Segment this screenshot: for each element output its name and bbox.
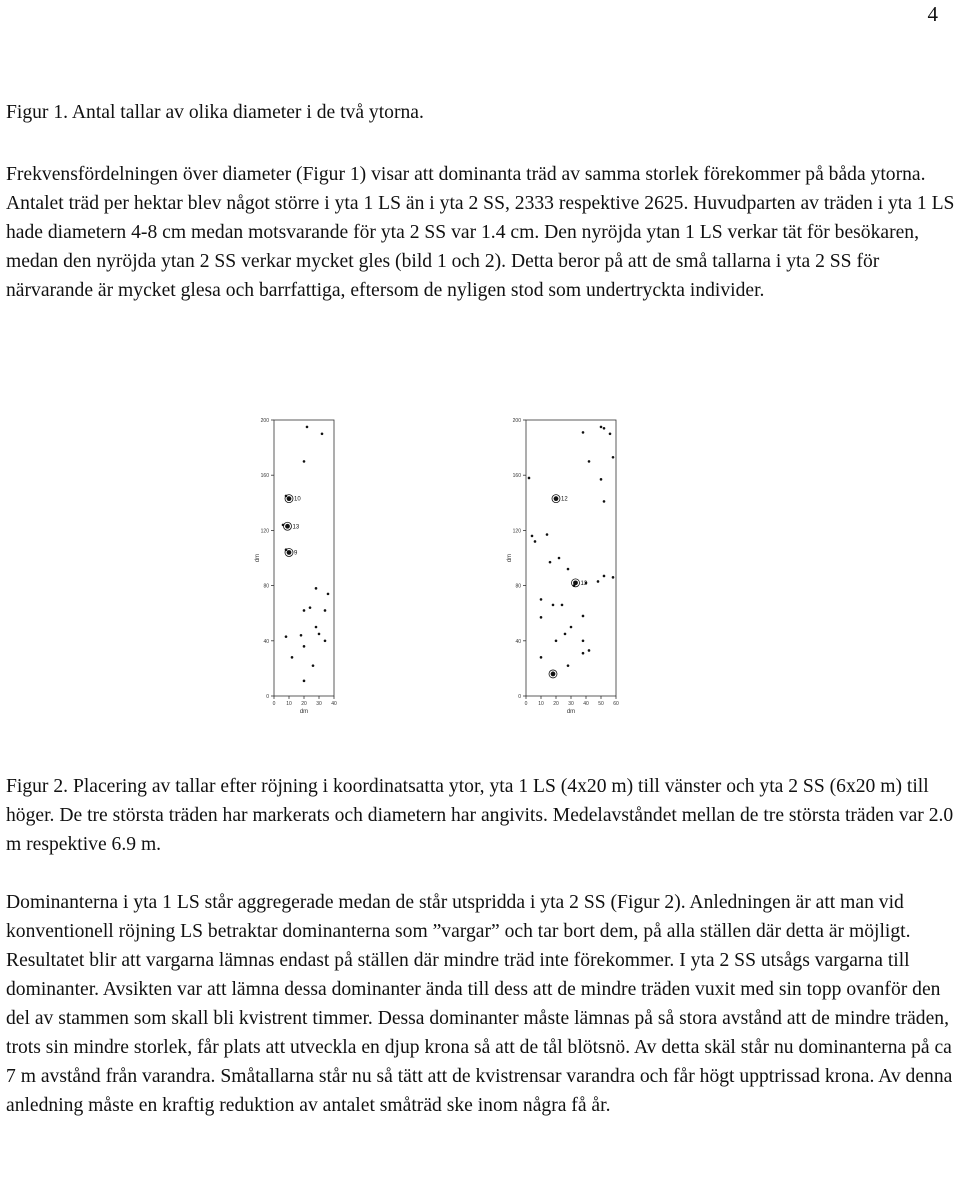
plot-frame [526, 420, 616, 696]
y-tick-label: 0 [266, 694, 269, 700]
x-tick-label: 10 [538, 701, 544, 707]
tree-point [582, 615, 585, 618]
tree-point [303, 609, 306, 612]
tree-point [588, 649, 591, 652]
tree-point [567, 664, 570, 667]
page-number: 4 [927, 2, 938, 26]
tree-point [603, 427, 606, 430]
y-tick-label: 40 [263, 638, 269, 645]
plot-yta-2-ss [500, 412, 630, 722]
x-tick-label: 0 [524, 701, 528, 707]
tree-point [309, 606, 312, 609]
tree-point [582, 431, 585, 434]
y-tick-label: 160 [260, 473, 269, 480]
tree-point [582, 652, 585, 655]
tree-point [285, 635, 288, 638]
y-tick-label: 160 [512, 473, 521, 480]
tree-point [315, 587, 318, 590]
tree-point [597, 580, 600, 583]
tree-point [540, 656, 543, 659]
tree-point [531, 535, 534, 538]
x-tick-label: 40 [331, 701, 337, 707]
tree-point [603, 575, 606, 578]
y-tick-label: 120 [260, 528, 269, 535]
tree-point [555, 640, 558, 643]
dominant-tree-point [287, 496, 292, 501]
tree-point [600, 426, 603, 429]
tree-point [324, 609, 327, 612]
x-tick-label: 30 [316, 701, 322, 707]
tree-point [312, 664, 315, 667]
tree-point [549, 561, 552, 564]
tree-point [540, 598, 543, 601]
dominant-tree-point [551, 672, 556, 677]
tree-point [327, 593, 330, 596]
y-tick-label: 40 [515, 638, 521, 645]
tree-point [609, 433, 612, 436]
x-tick-label: 60 [613, 701, 619, 707]
y-tick-label: 120 [512, 528, 521, 535]
x-tick-label: 40 [583, 701, 589, 707]
x-axis-label: dm [566, 709, 576, 715]
tree-point [564, 633, 567, 636]
tree-point [600, 478, 603, 481]
x-tick-label: 30 [568, 701, 574, 707]
tree-point [570, 626, 573, 629]
y-tick-label: 0 [518, 694, 521, 700]
dominant-diameter-label: 13 [292, 524, 300, 531]
tree-point [612, 456, 615, 459]
tree-point [603, 500, 606, 503]
x-tick-label: 20 [553, 701, 559, 707]
tree-point [546, 533, 549, 536]
tree-point [318, 633, 321, 636]
tree-point [582, 640, 585, 643]
tree-point [561, 604, 564, 607]
y-tick-label: 200 [512, 418, 521, 424]
tree-point [588, 460, 591, 463]
x-tick-label: 50 [598, 701, 604, 707]
dominant-tree-point [285, 524, 290, 529]
tree-point [303, 645, 306, 648]
x-tick-label: 20 [301, 701, 307, 707]
tree-point [306, 426, 309, 429]
tree-point [540, 616, 543, 619]
dominant-tree-point [554, 496, 559, 501]
y-axis-label: dm [507, 553, 513, 563]
dominant-diameter-label: 9 [294, 550, 298, 557]
tree-point [291, 656, 294, 659]
tree-point [321, 433, 324, 436]
dominant-tree-point [287, 550, 292, 555]
tree-point [567, 568, 570, 571]
tree-point [528, 477, 531, 480]
tree-point [300, 634, 303, 637]
tree-point [303, 680, 306, 683]
y-tick-label: 80 [515, 583, 521, 590]
figure2-caption: Figur 2. Placering av tallar efter röjning i koordinatsatta ytor, yta 1 LS (4x20 m) till vänster och yta 2 SS (6x20 m) till höger. De tre största träden har markerats och diametern har angivits. Medelavståndet mellan de tre största träden var 2.0 m respektive 6.9 m. [6, 776, 954, 855]
figure1-caption: Figur 1. Antal tallar av olika diameter i de två ytorna. [6, 102, 424, 123]
tree-point [612, 576, 615, 579]
tree-point [552, 604, 555, 607]
dominant-diameter-label: 10 [294, 496, 301, 503]
x-tick-label: 10 [286, 701, 292, 707]
y-tick-label: 80 [263, 583, 269, 590]
x-axis-label: dm [299, 709, 309, 715]
dominant-diameter-label: 13 [580, 580, 588, 587]
body-paragraph-2: Dominanterna i yta 1 LS står aggregerade medan de står utspridda i yta 2 SS (Figur 2). Anledningen är att man vid konventionell röjning LS betraktar dominanterna som ”vargar” och tar bort dem, på alla ställen där detta är möjligt. Resultatet blir att vargarna lämnas endast på ställen där mindre träd inte förekommer. I yta 2 SS utsågs vargarna till dominanter. Avsikten var att lämna dessa dominanter ända till dess att de mindre träden vuxit med sin topp ovanför den del av stammen som skall bli kvistrent timmer. Dessa dominanter måste lämnas på så stora avstånd att de mindre träden, trots sin mindre storlek, får plats att utveckla en djup krona så att de tål blötsnö. Av detta skäl står nu dominanterna på ca 7 m avstånd från varandra. Småtallarna står nu så tätt att de kvistrensar varandra och får högt upptrissad krona. Av denna anledning måste en kraftig reduktion av antalet småträd ske inom några få år. [6, 892, 953, 1116]
dominant-diameter-label: 12 [561, 496, 568, 503]
plot-yta-1-ls [248, 412, 348, 722]
tree-point [534, 540, 537, 543]
body-paragraph-1: Frekvensfördelningen över diameter (Figur 1) visar att dominanta träd av samma storlek förekommer på båda ytorna. Antalet träd per hektar blev något större i yta 1 LS än i yta 2 SS, 2333 respektive 2625. Huvudparten av träden i yta 1 LS hade diametern 4-8 cm medan motsvarande för yta 2 SS var 1.4 cm. Den nyröjda ytan 1 LS verkar tät för besökaren, medan den nyröjda ytan 2 SS verkar mycket gles (bild 1 och 2). Detta beror på att de små tallarna i yta 2 SS för närvarande är mycket glesa och barrfattiga, eftersom de nyligen stod som undertryckta individer. [6, 164, 955, 301]
x-tick-label: 0 [272, 701, 276, 707]
tree-point [303, 460, 306, 463]
tree-point [324, 640, 327, 643]
tree-point [315, 626, 318, 629]
tree-point [558, 557, 561, 560]
y-tick-label: 200 [260, 418, 269, 424]
dominant-tree-point [573, 580, 578, 585]
y-axis-label: dm [255, 553, 261, 563]
